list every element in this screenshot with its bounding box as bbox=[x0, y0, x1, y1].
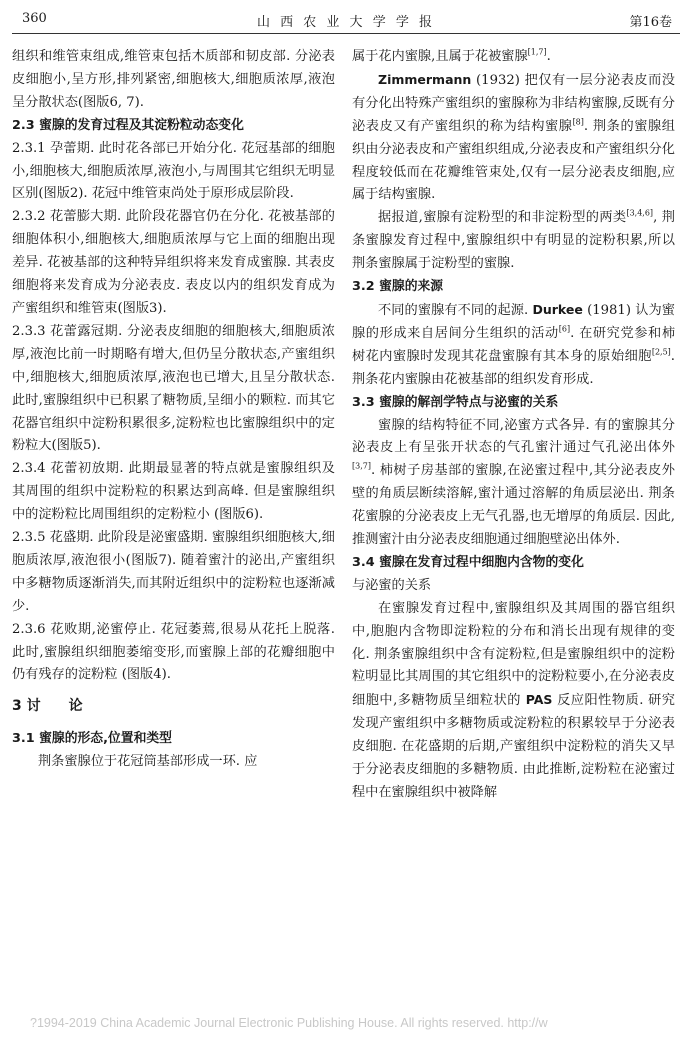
paragraph: 在蜜腺发育过程中,蜜腺组织及其周围的器官组织中,胞胞内含物即淀粉粒的分布和消长出现有规律的变化. 荆条蜜腺组织中含有淀粉粒,但是蜜腺组织中的淀粉粒明显比其周围的其它组织中的淀粉粒要小,在分泌表皮细胞中,多糖物质呈细粒状的 PAS 反应阳性物质. 研究发现产蜜组织中多糖物质或淀粉粒的积累较早于分泌表皮细胞. 在花盛期的后期,产蜜组织中淀粉粒的消失又早于分泌表皮细胞的多糖物质. 由此推断,淀粉粒在泌蜜过程中在蜜腺组织中被降解 bbox=[352, 600, 675, 800]
journal-title: 山 西 农 业 大 学 学 报 bbox=[257, 15, 435, 30]
copyright-watermark: ?1994-2019 China Academic Journal Electronic Publishing House. All rights reserved. http://w bbox=[30, 1016, 548, 1030]
volume-label: 第16卷 bbox=[629, 15, 672, 30]
citation: [3,4,6] bbox=[626, 208, 654, 218]
paragraph: 荆条蜜腺位于花冠筒基部形成一环. 应 bbox=[38, 754, 258, 770]
citation: [2,5] bbox=[651, 347, 671, 357]
section-heading-2-3: 2.3 蜜腺的发育过程及其淀粉粒动态变化 bbox=[12, 117, 244, 133]
author-name: Durkee bbox=[532, 301, 583, 317]
left-column bbox=[12, 46, 335, 1006]
citation: [8] bbox=[572, 117, 584, 127]
page-header bbox=[12, 8, 680, 32]
citation: [3,7] bbox=[352, 461, 371, 471]
subsection-2-3-5: 2.3.5 花盛期. 此阶段是泌蜜盛期. 蜜腺组织细胞核大,细胞质浓厚,液泡很小(图版7). 随着蜜汁的泌出,产蜜组织中多糖物质逐渐消失,而其附近组织中的淀粉粒也逐渐减少. bbox=[12, 530, 335, 614]
paragraph: 蜜腺的结构特征不同,泌蜜方式各异. 有的蜜腺其分泌表皮上有呈张开状态的气孔蜜汁通过气孔泌出体外[3,7]. 柿树子房基部的蜜腺,在泌蜜过程中,其分泌表皮外壁的角质层断续溶解,蜜汁通过溶解的角质层泌出. 荆条花蜜腺的分泌表皮上无气孔器,也无增厚的角质层. 因此,推测蜜汁由分泌表皮细胞通过细胞壁泌出体外. bbox=[352, 417, 675, 548]
section-heading-3-4-cont: 与泌蜜的关系 bbox=[352, 577, 432, 593]
section-heading-3-4: 3.4 蜜腺在发育过程中细胞内含物的变化 bbox=[352, 554, 584, 570]
subsection-2-3-6: 2.3.6 花败期,泌蜜停止. 花冠萎蔫,很易从花托上脱落. 此时,蜜腺组织细胞萎缩变形,而蜜腺上部的花瓣细胞中仍有残存的淀粉粒 (图版4). bbox=[12, 621, 335, 683]
header-rule bbox=[12, 33, 680, 34]
subsection-2-3-4: 2.3.4 花蕾初放期. 此期最显著的特点就是蜜腺组织及其周围的组织中淀粉粒的积累达到高峰. 但是蜜腺组织中的淀粉粒比周围组织的定粉粒小 (图版6). bbox=[12, 461, 335, 523]
author-name: Zimmermann bbox=[378, 71, 472, 87]
section-heading-3-1: 3.1 蜜腺的形态,位置和类型 bbox=[12, 731, 172, 747]
right-column bbox=[352, 46, 675, 1006]
section-heading-3-2: 3.2 蜜腺的来源 bbox=[352, 279, 444, 295]
paragraph: 据报道,蜜腺有淀粉型的和非淀粉型的两类[3,4,6], 荆条蜜腺发育过程中,蜜腺组织中有明显的淀粉积累,所以荆条蜜腺属于淀粉型的蜜腺. bbox=[352, 208, 675, 272]
paragraph: 不同的蜜腺有不同的起源. Durkee (1981) 认为蜜腺的形成来自居间分生组织的活动[6]. 在研究党参和柿树花内蜜腺时发现其花盘蜜腺有其本身的原始细胞[2,5]. 荆条花内蜜腺由花被基部的组织发育形成. bbox=[352, 301, 675, 387]
section-heading-3: 3 讨 论 bbox=[12, 698, 83, 715]
subsection-2-3-1: 2.3.1 孕蕾期. 此时花各部已开始分化. 花冠基部的细胞小,细胞核大,细胞质浓厚,液泡小,与周围其它组织无明显区别(图版2). 花冠中维管束尚处于原形成层阶段. bbox=[12, 140, 335, 202]
paragraph: 属于花内蜜腺,且属于花被蜜腺[1,7]. bbox=[352, 47, 551, 64]
stain-name: PAS bbox=[525, 692, 553, 708]
subsection-2-3-3: 2.3.3 花蕾露冠期. 分泌表皮细胞的细胞核大,细胞质浓厚,液泡比前一时期略有增大,但仍呈分散状态,产蜜组织中,细胞核大,细胞质浓厚,液泡也已增大,且呈分散状态. 此时,蜜腺组织中已积累了糖物质,呈细小的颗粒. 而其它花器官组织中淀粉积累很多,淀粉粒也比蜜腺组织中的定粉粒大(图版5). bbox=[12, 323, 335, 454]
paragraph: Zimmermann (1932) 把仅有一层分泌表皮而没有分化出特殊产蜜组织的蜜腺称为非结构蜜腺,反既有分泌表皮又有产蜜组织的称为结构蜜腺[8]. 荆条的蜜腺组织由分泌表皮和产蜜组织组成,分泌表皮和产蜜组织分化程度较低而在花瓣维管束处,仅有一层分泌表皮细胞,应属于结构蜜腺. bbox=[352, 71, 675, 203]
citation: [1,7] bbox=[527, 47, 547, 57]
paragraph: 组织和维管束组成,维管束包括木质部和韧皮部. 分泌表皮细胞小,呈方形,排列紧密,细胞核大,细胞质浓厚,液泡呈分散状态(图版6, 7). bbox=[12, 49, 335, 110]
citation: [6] bbox=[558, 324, 571, 334]
subsection-2-3-2: 2.3.2 花蕾膨大期. 此阶段花器官仍在分化. 花被基部的细胞体积小,细胞核大,细胞质浓厚与它上面的细胞出现差异. 花被基部的这种特异组织将来发育成蜜腺. 其表皮细胞将来发育成为分泌表皮. 表皮以内的组织发育成为产蜜组织和维管束(图版3). bbox=[12, 209, 335, 316]
page-number: 360 bbox=[22, 11, 47, 26]
section-heading-3-3: 3.3 蜜腺的解剖学特点与泌蜜的关系 bbox=[352, 394, 559, 410]
